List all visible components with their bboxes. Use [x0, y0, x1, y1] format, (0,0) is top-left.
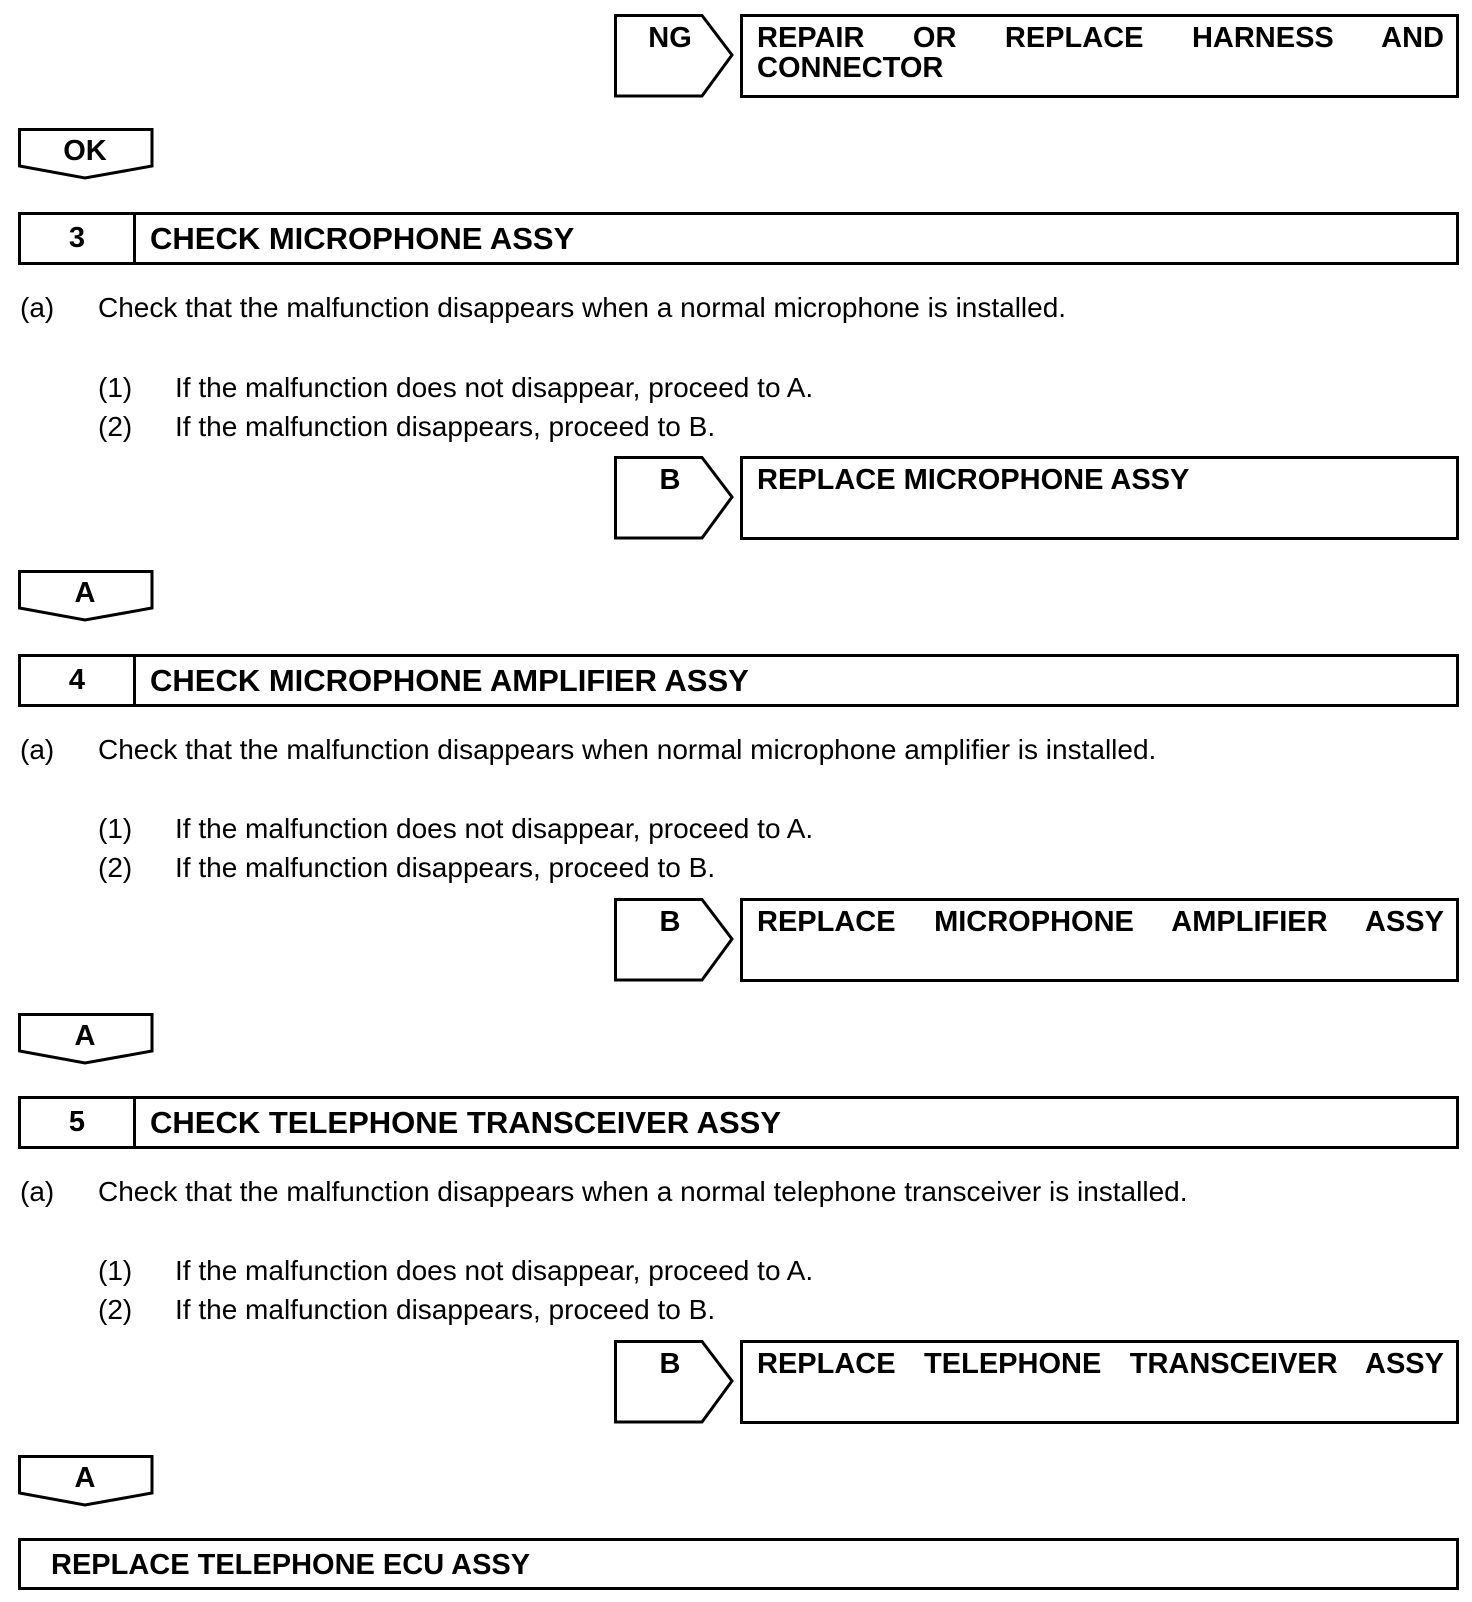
step-5-sub-1-marker: (1): [98, 1255, 133, 1286]
step-5-instruction: Check that the malfunction disappears when a normal telephone transceiver is installed.: [98, 1176, 1188, 1207]
step-4-instruction-marker: (a): [20, 734, 55, 765]
step-3-sub-1-text: If the malfunction does not disappear, proceed to A.: [175, 372, 814, 403]
step-4-sub-2-marker: (2): [98, 852, 133, 883]
repair-harness-line2: CONNECTOR: [757, 52, 944, 84]
step-4-title: CHECK MICROPHONE AMPLIFIER ASSY: [150, 662, 749, 698]
step-4-sub-1-text: If the malfunction does not disappear, proceed to A.: [175, 813, 814, 844]
step-3-sub-1-marker: (1): [98, 372, 133, 403]
step-3-sub-2-text: If the malfunction disappears, proceed to B.: [175, 411, 716, 442]
step-4-branch-action: REPLACE MICROPHONE AMPLIFIER ASSY: [740, 898, 1459, 982]
step-4-sub-1-marker: (1): [98, 813, 133, 844]
step-5-title: CHECK TELEPHONE TRANSCEIVER ASSY: [150, 1104, 781, 1140]
step-5-sub-2-marker: (2): [98, 1294, 133, 1325]
step-4-continue-tab-label: A: [74, 1020, 96, 1052]
step-3-header: [18, 212, 1459, 265]
final-action: REPLACE TELEPHONE ECU ASSY: [18, 1538, 1459, 1590]
step-4-branch-label: B: [659, 906, 681, 938]
step-3-title: CHECK MICROPHONE ASSY: [150, 220, 575, 256]
step-5-branch-action: REPLACE TELEPHONE TRANSCEIVER ASSY: [740, 1340, 1459, 1424]
step-5-sub-2-text: If the malfunction disappears, proceed to B.: [175, 1294, 716, 1325]
step-5-instruction-marker: (a): [20, 1176, 55, 1207]
step-5-branch-label: B: [659, 1348, 681, 1380]
step-3-branch-label: B: [659, 464, 681, 496]
step-5-sub-1-text: If the malfunction does not disappear, proceed to A.: [175, 1255, 814, 1286]
step-5-number: 5: [21, 1099, 136, 1146]
step-3-instruction: Check that the malfunction disappears when a normal microphone is installed.: [98, 292, 1067, 323]
ng-branch-label: NG: [648, 22, 692, 54]
step-4-sub-2-text: If the malfunction disappears, proceed to B.: [175, 852, 716, 883]
repair-harness-action: [740, 14, 1459, 98]
step-5-continue-tab-label: A: [74, 1462, 96, 1494]
step-3-number: 3: [21, 215, 136, 262]
step-4-header: [18, 654, 1459, 707]
step-4-number: 4: [21, 657, 136, 704]
step-3-branch-action: REPLACE MICROPHONE ASSY: [740, 456, 1459, 540]
step-3-instruction-marker: (a): [20, 292, 55, 323]
ok-tab-label: OK: [63, 135, 107, 167]
step-3-continue-tab-label: A: [74, 577, 96, 609]
step-4-instruction: Check that the malfunction disappears when normal microphone amplifier is installed.: [98, 734, 1157, 765]
step-3-sub-2-marker: (2): [98, 411, 133, 442]
repair-harness-line1: REPAIR OR REPLACE HARNESS AND: [757, 22, 1445, 54]
step-5-header: [18, 1096, 1459, 1149]
